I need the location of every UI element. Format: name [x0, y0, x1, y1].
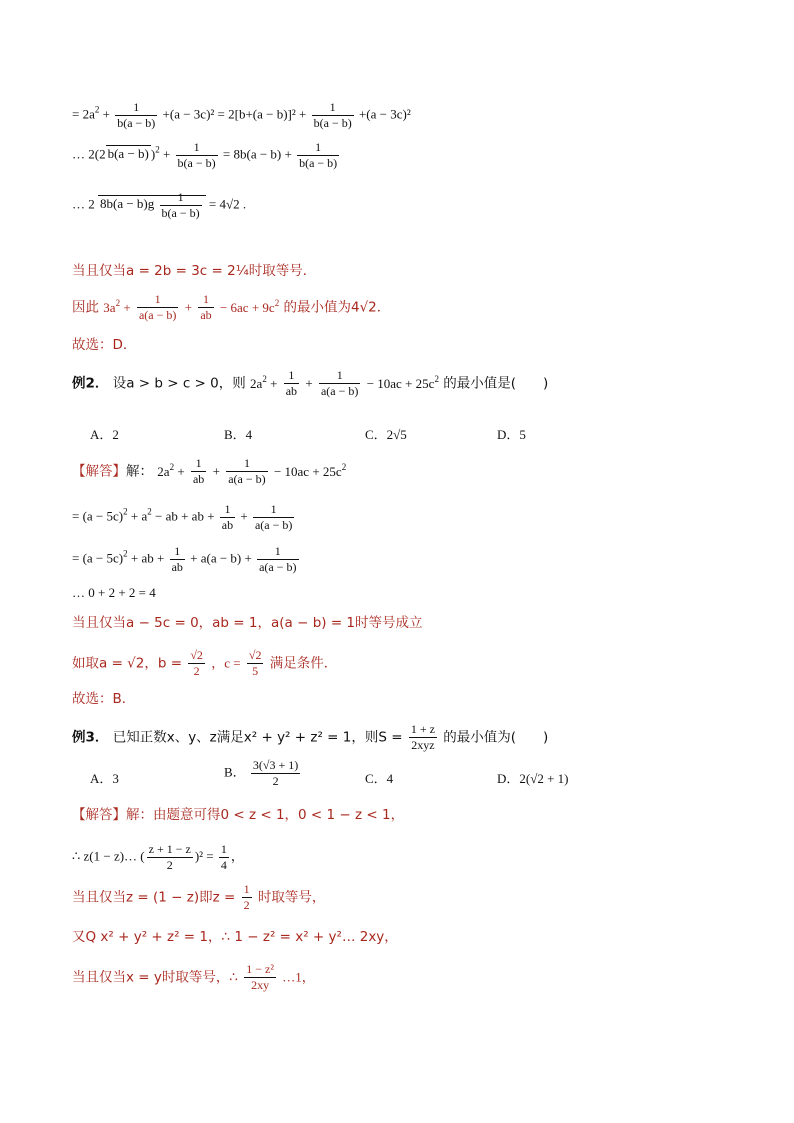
final-num: 1 − z² [246, 962, 274, 976]
example-note-prefix: 如取a = √2，b = [72, 655, 183, 672]
example2-label: 例2． [72, 375, 109, 392]
step1-den: 2 [166, 858, 173, 872]
fraction: $\frac{1 + z}{\text{2xyz}}$ [410, 722, 435, 752]
fraction [242, 882, 252, 913]
equality-note-prefix: 当且仅当z = (1 − z)即z = [72, 889, 236, 906]
answer-1: 故选：D． [72, 337, 137, 353]
example2-options [90, 424, 710, 446]
eq-line-3: … 2 8b(a − b)g $\frac{1}{b(a - b)}$ = 4√2 . [72, 190, 247, 220]
eq-line-2-text: 8b(a − b) + [233, 146, 292, 162]
option-d: D．5 [497, 427, 526, 442]
solution-tag: 【解答】 [72, 807, 126, 823]
eq-line-3-end: = 4√2 . [208, 196, 247, 212]
fraction: $\frac{1}{b(a - b)}$ [161, 190, 200, 220]
fraction: $\frac{1}{ab}$ [171, 544, 183, 574]
fraction: $\frac{1}{ab}$ [221, 502, 234, 532]
solution-tag: 【解答】 [72, 463, 126, 480]
fraction: $\frac{√2}{2}$ [190, 648, 203, 678]
example3-question [72, 722, 548, 753]
fraction [147, 842, 193, 873]
equality-note-1: 当且仅当a = 2b = 3c = 2¼时取等号． [72, 263, 317, 279]
fraction: $\frac{1}{a(a - b)}$ [228, 456, 266, 486]
example2-step-3: … 0 + 2 + 2 = 4 [72, 585, 156, 600]
fraction: $\frac{1}{ab}$ [200, 292, 212, 322]
example3-solution-start [72, 806, 404, 824]
fraction: $\frac{1}{ab}$ [192, 456, 205, 486]
eq-line-1: = $2a^2$ + $\frac{1}{b(a - b)}$ +(a − 3c)² = 2[b+(a − b)]² + $\frac{1}{b(a - b)}$ +(a − 3c)² [72, 100, 411, 130]
example3-question-prefix: 已知正数x、y、z满足x² + y² + z² = 1，则S = [112, 729, 403, 746]
solution-lead: 解：由题意可得0 < z < 1，0 < 1 − z < 1， [126, 807, 405, 823]
example2-question-prefix: 设a > b > c > 0，则 [112, 375, 246, 392]
half-num: 1 [243, 882, 250, 896]
option-b-num: 3(√3 + 1) [252, 758, 299, 772]
fraction [251, 758, 300, 789]
example2-question-suffix: 的最小值是( ) [443, 375, 549, 392]
example2-equality-note: 当且仅当a − 5c = 0，ab = 1，a(a − b) = 1时等号成立 [72, 615, 423, 631]
fraction: $\frac{1}{b(a - b)}$ [299, 140, 338, 170]
option-a: A．3 [90, 771, 119, 786]
example3-options [90, 758, 710, 794]
step1-suffix: )² = [194, 848, 214, 864]
option-b-den: 2 [272, 774, 279, 788]
final-suffix: …1， [282, 969, 315, 985]
example3-question-suffix: 的最小值为( ) [443, 729, 549, 746]
option-b [224, 758, 302, 789]
example3-final-line [72, 962, 315, 993]
quarter-den: 4 [220, 858, 227, 872]
conclusion-line: 因此 $3a^2$ + $\frac{1}{a(a - b)}$ + $\frac{1}{ab}$ − $6ac + 9c^2$ 的最小值为4√2． [72, 292, 391, 322]
example2-step-1: = $(a - 5c)^2 + a^2$ − ab + ab + $\frac{1}{ab}$ + $\frac{1}{a(a - b)}$ [72, 502, 293, 532]
option-b: B．4 [224, 427, 253, 442]
option-b-label: B． [224, 764, 246, 780]
example2-solution-start: 【解答】解： $2a^2$ + $\frac{1}{ab}$ + $\frac{1}{a(a - b)}$ − $10ac + 25c^2$ [72, 456, 347, 486]
conclusion-suffix: 的最小值为4√2． [283, 299, 391, 316]
example2-step-2: = $(a - 5c)^2$ + ab + $\frac{1}{ab}$ + a(a − b) + $\frac{1}{a(a - b)}$ [72, 544, 297, 574]
fraction: $\frac{1}{ab}$ [285, 368, 298, 398]
fraction: $\frac{1}{a(a - b)}$ [259, 544, 297, 574]
step1-prefix: ∴ z(1 − z)… ( [72, 848, 145, 864]
solution-lead: 解： [126, 463, 153, 480]
example3-step-1: ∴ z(1 − z)… ( $\frac{z + 1 - z}{2}$ )² = $\frac{1}{4}$ ， [72, 842, 244, 872]
step1-num: z + 1 − z [148, 842, 191, 856]
fraction: $\frac{√2}{5}$ [248, 648, 262, 678]
quarter-num: 1 [220, 842, 227, 856]
fraction [219, 842, 229, 873]
fraction: $\frac{1}{b(a - b)}$ [117, 100, 156, 130]
fraction: $\frac{1}{b(a - b)}$ [313, 100, 352, 130]
option-a: A．2 [90, 427, 119, 442]
conclusion-prefix: 因此 [72, 299, 99, 316]
example3-label: 例3． [72, 729, 109, 746]
eq-line-1-text: +(a − 3c)² = 2[b+(a − b)]² + [162, 106, 307, 122]
equality-note-suffix: 时取等号， [257, 889, 326, 906]
half-den: 2 [243, 898, 250, 912]
eq-line-1-end: +(a − 3c)² [358, 106, 411, 122]
fraction: $\frac{1}{a(a - b)}$ [320, 368, 359, 398]
example3-equality-note [72, 882, 325, 913]
fraction [244, 962, 276, 993]
example2-example-note: 如取a = √2，b = $\frac{√2}{2}$ ，c = $\frac{√2}{5}$ 满足条件． [72, 648, 338, 678]
fraction: $\frac{1}{a(a - b)}$ [138, 292, 177, 322]
example-note-suffix: 满足条件． [269, 655, 338, 672]
final-den: 2xy [251, 978, 270, 992]
option-c: C．2√5 [365, 427, 407, 442]
answer-2: 故选：B． [72, 691, 136, 707]
option-d: D．2(√2 + 1) [497, 771, 569, 786]
option-c: C．4 [365, 771, 394, 786]
example2-question: 例2． 设a > b > c > 0，则 $2a^2$ + $\frac{1}{ab}$ + $\frac{1}{a(a - b)}$ − $10ac + 25c^2$ 的最小值是( ) [72, 368, 549, 398]
fraction: $\frac{1}{a(a - b)}$ [254, 502, 293, 532]
final-prefix: 当且仅当x = y时取等号，∴ [72, 969, 238, 986]
fraction: $\frac{1}{b(a - b)}$ [177, 140, 216, 170]
eq-line-2: … 2(2 b(a − b) )$^2$ + $\frac{1}{b(a - b)}$ = 8b(a − b) + $\frac{1}{b(a - b)}$ [72, 140, 338, 170]
example3-also-line: 又Q x² + y² + z² = 1，∴ 1 − z² = x² + y²… 2xy， [72, 929, 398, 945]
